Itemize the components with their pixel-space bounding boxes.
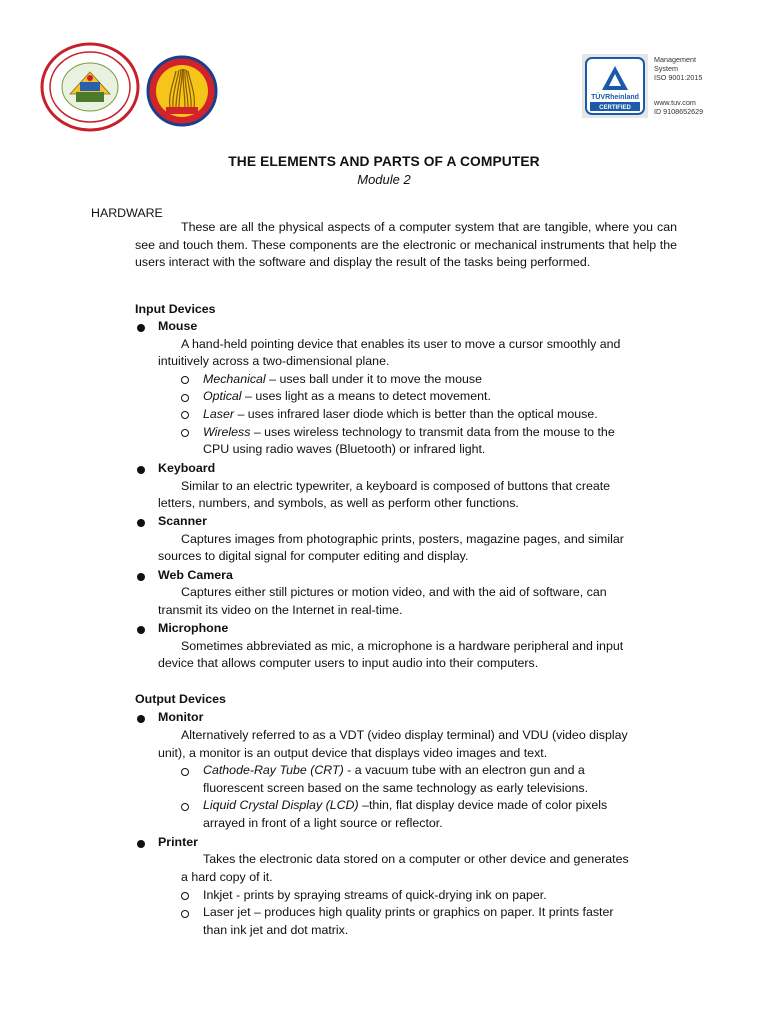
tuv-certification-badge bbox=[582, 54, 722, 118]
monitor-type-lcd: Liquid Crystal Display (LCD) –thin, flat display device made of color pixels bbox=[203, 798, 608, 812]
document-subtitle: Module 2 bbox=[357, 172, 411, 187]
scanner-desc-line1: Captures images from photographic prints, posters, magazine pages, and similar bbox=[181, 532, 624, 546]
printer-type-laserjet-line2: than ink jet and dot matrix. bbox=[203, 923, 349, 937]
printer-type-laserjet: Laser jet – produces high quality prints or graphics on paper. It prints faster bbox=[203, 905, 614, 919]
web-camera-desc-line2: transmit its video on the Internet in real-time. bbox=[158, 603, 403, 617]
tuv-line: ID 9108652629 bbox=[654, 107, 704, 117]
microphone-desc-line1: Sometimes abbreviated as mic, a microphone is a hardware peripheral and input bbox=[181, 639, 624, 653]
asean-logo bbox=[146, 55, 218, 127]
mouse-type-mechanical: Mechanical – uses ball under it to move the mouse bbox=[203, 372, 482, 386]
sub-bullet-icon bbox=[181, 768, 189, 776]
mouse-heading: Mouse bbox=[158, 319, 198, 333]
bullet-icon bbox=[137, 840, 145, 848]
bullet-icon bbox=[137, 324, 145, 332]
tuv-brand-text: TÜVRheinland bbox=[591, 94, 639, 101]
web-camera-heading: Web Camera bbox=[158, 568, 233, 582]
keyboard-heading: Keyboard bbox=[158, 461, 216, 475]
monitor-type-crt: Cathode-Ray Tube (CRT) - a vacuum tube with an electron gun and a bbox=[203, 763, 585, 777]
keyboard-desc-line1: Similar to an electric typewriter, a keyboard is composed of buttons that create bbox=[181, 479, 611, 493]
tuv-line: ISO 9001:2015 bbox=[654, 72, 703, 82]
sub-bullet-icon bbox=[181, 376, 189, 384]
document-title: THE ELEMENTS AND PARTS OF A COMPUTER bbox=[228, 154, 540, 169]
scanner-heading: Scanner bbox=[158, 514, 207, 528]
web-camera-desc-line1: Captures either still pictures or motion video, and with the aid of software, can bbox=[181, 585, 607, 599]
scanner-desc-line2: sources to digital signal for computer editing and display. bbox=[158, 549, 469, 563]
monitor-type-lcd-line2: arrayed in front of a light source or reflector. bbox=[203, 816, 443, 830]
tuv-certified-text: CERTIFIED bbox=[599, 105, 631, 111]
tuv-triangle-icon bbox=[582, 54, 648, 118]
mouse-type-laser: Laser – uses infrared laser diode which is better than the optical mouse. bbox=[203, 407, 598, 421]
sub-bullet-icon bbox=[181, 803, 189, 811]
microphone-heading: Microphone bbox=[158, 621, 229, 635]
sub-bullet-icon bbox=[181, 411, 189, 419]
bullet-icon bbox=[137, 466, 145, 474]
tuv-line: Management bbox=[654, 55, 696, 64]
keyboard-desc-line2: letters, numbers, and symbols, as well as perform other functions. bbox=[158, 496, 519, 510]
monitor-heading: Monitor bbox=[158, 710, 204, 724]
hardware-heading: HARDWARE bbox=[91, 206, 163, 220]
printer-desc-line1: Takes the electronic data stored on a computer or other device and generates bbox=[203, 852, 629, 866]
input-devices-heading: Input Devices bbox=[135, 302, 216, 316]
sub-bullet-icon bbox=[181, 429, 189, 437]
bullet-icon bbox=[137, 626, 145, 634]
output-devices-heading: Output Devices bbox=[135, 692, 226, 706]
mouse-type-optical: Optical – uses light as a means to detect movement. bbox=[203, 389, 491, 403]
monitor-type-crt-line2: fluorescent screen based on the same technology as early televisions. bbox=[203, 781, 589, 795]
mouse-desc-line2: intuitively across a two-dimensional plane. bbox=[158, 354, 390, 368]
printer-desc-line2: a hard copy of it. bbox=[181, 870, 273, 884]
sub-bullet-icon bbox=[181, 910, 189, 918]
hardware-paragraph: These are all the physical aspects of a computer system that are tangible, where you can see and touch them. These components are the electronic or mechanical instruments that help the users interact with the software and display the result of the tasks being performed. bbox=[135, 220, 677, 269]
university-seal-logo bbox=[40, 42, 140, 132]
tuv-line: www.tuv.com bbox=[654, 98, 696, 108]
mouse-desc-line1: A hand-held pointing device that enables its user to move a cursor smoothly and bbox=[181, 337, 621, 351]
monitor-desc-line1: Alternatively referred to as a VDT (video display terminal) and VDU (video display bbox=[181, 728, 628, 742]
monitor-desc-line2: unit), a monitor is an output device that displays video images and text. bbox=[158, 746, 548, 760]
tuv-line: System bbox=[654, 63, 678, 73]
bullet-icon bbox=[137, 519, 145, 527]
sub-bullet-icon bbox=[181, 394, 189, 402]
bullet-icon bbox=[137, 715, 145, 723]
bullet-icon bbox=[137, 573, 145, 581]
tuv-details bbox=[654, 56, 703, 117]
printer-heading: Printer bbox=[158, 835, 198, 849]
mouse-type-wireless: Wireless – uses wireless technology to transmit data from the mouse to the bbox=[203, 425, 615, 439]
microphone-desc-line2: device that allows computer users to input audio into their computers. bbox=[158, 656, 539, 670]
sub-bullet-icon bbox=[181, 892, 189, 900]
printer-type-inkjet: Inkjet - prints by spraying streams of quick-drying ink on paper. bbox=[203, 888, 547, 902]
mouse-type-wireless-line2: CPU using radio waves (Bluetooth) or infrared light. bbox=[203, 442, 486, 456]
